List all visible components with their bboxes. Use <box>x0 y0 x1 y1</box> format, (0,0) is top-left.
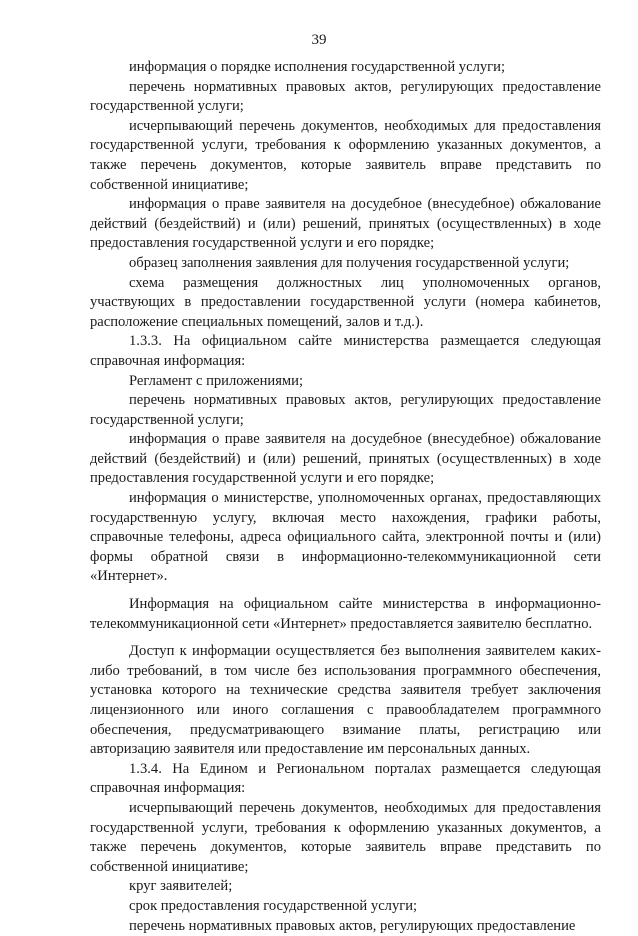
paragraph: информация о министерстве, уполномоченных органах, предоставляющих государственную услугу, включая место нахождения, графики работы, справочные телефоны, адреса официального сайта, электронной почты и (или) формы обратной связи в информационно-телекоммуникационной сети «Интернет». <box>90 490 601 585</box>
paragraph: круг заявителей; <box>129 878 233 895</box>
paragraph: Информация на официальном сайте министерства в информационно-телекоммуникационной сети «Интернет» предоставляется заявителю бесплатно. <box>90 596 601 632</box>
paragraph: Доступ к информации осуществляется без выполнения заявителем каких-либо требований, в том числе без использования программного обеспечения, установка которого на технические средства заявителя требует заключения лицензионного или иного соглашения с правообладателем программного обеспечения, предусматривающего взимание платы, регистрацию или авторизацию заявителя или предоставление им персональных данных. <box>90 643 601 758</box>
paragraph: информация о порядке исполнения государственной услуги; <box>129 59 505 75</box>
paragraph: исчерпывающий перечень документов, необходимых для предоставления государственной услуги, требования к оформлению указанных документов, а также перечень документов, которые заявитель вправе представить по собственной инициативе; <box>90 117 601 193</box>
paragraph: перечень нормативных правовых актов, регулирующих предоставление государственной услуги; <box>90 78 601 115</box>
paragraph: перечень нормативных правовых актов, регулирующих предоставление государственной услуги; <box>90 392 601 428</box>
paragraph: перечень нормативных правовых актов, регулирующих предоставление <box>129 917 576 934</box>
paragraph: Регламент с приложениями; <box>129 372 304 389</box>
paragraph: исчерпывающий перечень документов, необходимых для предоставления государственной услуги, требования к оформлению указанных документов, а также перечень документов, которые заявитель вправе представить по собственной инициативе; <box>90 799 601 875</box>
document-body <box>90 58 601 936</box>
page-number: 39 <box>311 32 327 48</box>
section-heading-1-3-4: 1.3.4. На Едином и Региональном порталах размещается следующая справочная информация: <box>90 760 601 797</box>
paragraph: информация о праве заявителя на досудебное (внесудебное) обжалование действий (бездействий) и (или) решений, принятых (осуществленных) в ходе предоставления государственной услуги и его порядке; <box>90 196 601 252</box>
paragraph: срок предоставления государственной услуги; <box>129 897 418 914</box>
paragraph: схема размещения должностных лиц уполномоченных органов, участвующих в предоставлении государственной услуги (номера кабинетов, расположение специальных помещений, залов и т.д.). <box>90 274 601 330</box>
paragraph: образец заполнения заявления для получения государственной услуги; <box>129 254 570 271</box>
paragraph: информация о праве заявителя на досудебное (внесудебное) обжалование действий (бездействий) и (или) решений, принятых (осуществленных) в ходе предоставления государственной услуги и его порядке; <box>90 431 601 487</box>
section-heading-1-3-3: 1.3.3. На официальном сайте министерства размещается следующая справочная информация: <box>90 333 601 369</box>
